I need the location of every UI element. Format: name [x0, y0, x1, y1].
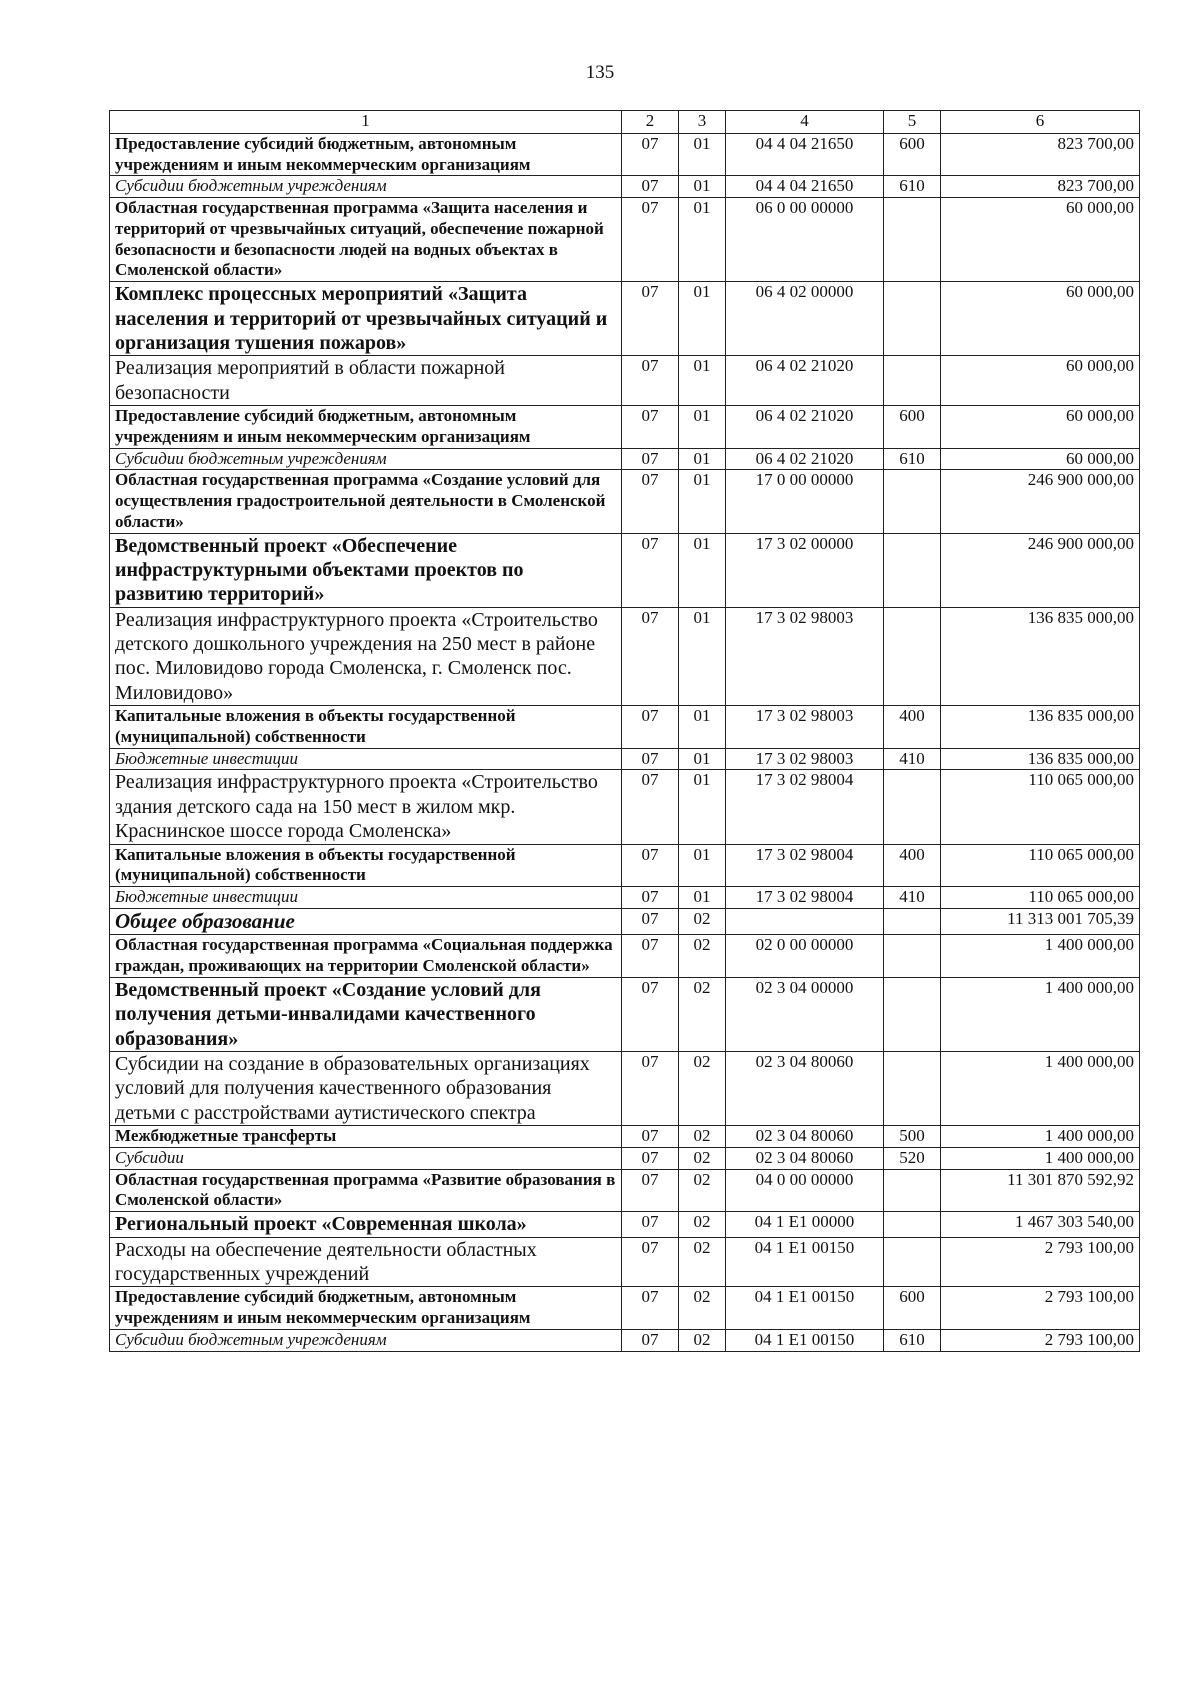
section-code: 07 [622, 607, 679, 706]
section-code: 07 [622, 282, 679, 356]
table-row [110, 887, 1140, 909]
section-code: 07 [622, 1287, 679, 1329]
table-row [110, 935, 1140, 977]
row-name: Областная государственная программа «Создание условий для осуществления градостроительной деятельности в Смоленской области» [110, 470, 622, 533]
row-name: Субсидии [110, 1147, 622, 1169]
section-code: 07 [622, 470, 679, 533]
subsection-code: 02 [679, 935, 726, 977]
subsection-code: 01 [679, 176, 726, 198]
subsection-code: 02 [679, 1052, 726, 1126]
expense-type-code: 500 [884, 1126, 941, 1148]
expense-type-code: 410 [884, 887, 941, 909]
amount: 60 000,00 [941, 406, 1140, 448]
section-code: 07 [622, 1169, 679, 1211]
row-name: Предоставление субсидий бюджетным, автономным учреждениям и иным некоммерческим организациям [110, 406, 622, 448]
target-article-code: 06 4 02 21020 [726, 356, 884, 406]
section-code: 07 [622, 1147, 679, 1169]
subsection-code: 01 [679, 356, 726, 406]
expense-type-code [884, 1212, 941, 1237]
row-name: Реализация инфраструктурного проекта «Строительство детского дошкольного учреждения на 250 мест в районе пос. Миловидово города Смоленска, г. Смоленск пос. Миловидово» [110, 607, 622, 706]
subsection-code: 02 [679, 908, 726, 935]
section-code: 07 [622, 533, 679, 607]
section-code: 07 [622, 406, 679, 448]
row-name: Общее образование [110, 908, 622, 935]
row-name: Субсидии бюджетным учреждениям [110, 448, 622, 470]
subsection-code: 01 [679, 533, 726, 607]
target-article-code: 17 3 02 98004 [726, 844, 884, 886]
section-code: 07 [622, 844, 679, 886]
expense-type-code: 610 [884, 176, 941, 198]
table-row [110, 1237, 1140, 1287]
target-article-code: 06 4 02 21020 [726, 448, 884, 470]
section-code: 07 [622, 134, 679, 176]
subsection-code: 02 [679, 1126, 726, 1148]
table-row [110, 1126, 1140, 1148]
expense-type-code: 410 [884, 748, 941, 770]
target-article-code: 02 3 04 80060 [726, 1126, 884, 1148]
amount: 1 467 303 540,00 [941, 1212, 1140, 1237]
subsection-code: 01 [679, 748, 726, 770]
expense-type-code [884, 977, 941, 1051]
table-row [110, 356, 1140, 406]
table-row [110, 977, 1140, 1051]
row-name: Региональный проект «Современная школа» [110, 1212, 622, 1237]
table-row [110, 533, 1140, 607]
row-name: Субсидии бюджетным учреждениям [110, 1329, 622, 1351]
amount: 246 900 000,00 [941, 533, 1140, 607]
amount: 2 793 100,00 [941, 1237, 1140, 1287]
amount: 136 835 000,00 [941, 706, 1140, 748]
target-article-code: 04 1 E1 00150 [726, 1237, 884, 1287]
subsection-code: 01 [679, 470, 726, 533]
table-row [110, 1329, 1140, 1351]
amount: 110 065 000,00 [941, 770, 1140, 844]
section-code: 07 [622, 198, 679, 282]
target-article-code: 02 3 04 80060 [726, 1052, 884, 1126]
row-name: Областная государственная программа «Развитие образования в Смоленской области» [110, 1169, 622, 1211]
subsection-code: 01 [679, 134, 726, 176]
expense-type-code [884, 770, 941, 844]
table-row [110, 770, 1140, 844]
target-article-code: 04 1 E1 00150 [726, 1329, 884, 1351]
expense-type-code: 400 [884, 706, 941, 748]
target-article-code: 06 4 02 21020 [726, 406, 884, 448]
page-number: 135 [585, 62, 615, 83]
target-article-code: 02 3 04 00000 [726, 977, 884, 1051]
target-article-code: 02 0 00 00000 [726, 935, 884, 977]
row-name: Субсидии на создание в образовательных организациях условий для получения качественного образования детьми с расстройствами аутистического спектра [110, 1052, 622, 1126]
expense-type-code: 600 [884, 1287, 941, 1329]
section-code: 07 [622, 1126, 679, 1148]
amount: 823 700,00 [941, 134, 1140, 176]
subsection-code: 01 [679, 406, 726, 448]
column-header: 5 [884, 111, 941, 134]
row-name: Реализация мероприятий в области пожарной безопасности [110, 356, 622, 406]
row-name: Реализация инфраструктурного проекта «Строительство здания детского сада на 150 мест в жилом мкр. Краснинское шоссе города Смоленска» [110, 770, 622, 844]
row-name: Межбюджетные трансферты [110, 1126, 622, 1148]
target-article-code: 04 0 00 00000 [726, 1169, 884, 1211]
expense-type-code [884, 470, 941, 533]
expense-type-code [884, 356, 941, 406]
target-article-code: 17 3 02 98003 [726, 706, 884, 748]
row-name: Предоставление субсидий бюджетным, автономным учреждениям и иным некоммерческим организациям [110, 1287, 622, 1329]
amount: 1 400 000,00 [941, 1052, 1140, 1126]
target-article-code: 04 4 04 21650 [726, 176, 884, 198]
target-article-code: 06 0 00 00000 [726, 198, 884, 282]
section-code: 07 [622, 887, 679, 909]
table-row [110, 1147, 1140, 1169]
expense-type-code [884, 1052, 941, 1126]
expense-type-code: 520 [884, 1147, 941, 1169]
table-row [110, 1052, 1140, 1126]
section-code: 07 [622, 1329, 679, 1351]
target-article-code: 17 3 02 98003 [726, 607, 884, 706]
target-article-code: 02 3 04 80060 [726, 1147, 884, 1169]
budget-table [109, 110, 1140, 1352]
expense-type-code [884, 198, 941, 282]
row-name: Капитальные вложения в объекты государственной (муниципальной) собственности [110, 706, 622, 748]
subsection-code: 02 [679, 1212, 726, 1237]
subsection-code: 01 [679, 887, 726, 909]
row-name: Комплекс процессных мероприятий «Защита населения и территорий от чрезвычайных ситуаций и организация тушения пожаров» [110, 282, 622, 356]
expense-type-code: 600 [884, 134, 941, 176]
section-code: 07 [622, 908, 679, 935]
row-name: Ведомственный проект «Обеспечение инфраструктурными объектами проектов по развитию территорий» [110, 533, 622, 607]
amount: 1 400 000,00 [941, 1126, 1140, 1148]
target-article-code [726, 908, 884, 935]
expense-type-code: 610 [884, 448, 941, 470]
section-code: 07 [622, 1052, 679, 1126]
table-row [110, 198, 1140, 282]
table-row [110, 134, 1140, 176]
amount: 1 400 000,00 [941, 1147, 1140, 1169]
row-name: Бюджетные инвестиции [110, 748, 622, 770]
subsection-code: 01 [679, 706, 726, 748]
column-header: 4 [726, 111, 884, 134]
section-code: 07 [622, 935, 679, 977]
subsection-code: 01 [679, 607, 726, 706]
amount: 136 835 000,00 [941, 748, 1140, 770]
row-name: Бюджетные инвестиции [110, 887, 622, 909]
expense-type-code: 400 [884, 844, 941, 886]
row-name: Ведомственный проект «Создание условий для получения детьми-инвалидами качественного образования» [110, 977, 622, 1051]
target-article-code: 17 0 00 00000 [726, 470, 884, 533]
amount: 11 301 870 592,92 [941, 1169, 1140, 1211]
section-code: 07 [622, 448, 679, 470]
amount: 1 400 000,00 [941, 977, 1140, 1051]
section-code: 07 [622, 1237, 679, 1287]
table-header-row [110, 111, 1140, 134]
section-code: 07 [622, 706, 679, 748]
column-header: 6 [941, 111, 1140, 134]
amount: 823 700,00 [941, 176, 1140, 198]
amount: 1 400 000,00 [941, 935, 1140, 977]
table-row [110, 706, 1140, 748]
expense-type-code: 610 [884, 1329, 941, 1351]
table-row [110, 748, 1140, 770]
subsection-code: 02 [679, 1287, 726, 1329]
expense-type-code [884, 533, 941, 607]
amount: 2 793 100,00 [941, 1287, 1140, 1329]
expense-type-code [884, 1169, 941, 1211]
expense-type-code [884, 1237, 941, 1287]
section-code: 07 [622, 356, 679, 406]
subsection-code: 02 [679, 1169, 726, 1211]
amount: 60 000,00 [941, 448, 1140, 470]
subsection-code: 02 [679, 1147, 726, 1169]
target-article-code: 04 1 E1 00150 [726, 1287, 884, 1329]
amount: 110 065 000,00 [941, 887, 1140, 909]
column-header: 3 [679, 111, 726, 134]
subsection-code: 01 [679, 282, 726, 356]
table-row [110, 470, 1140, 533]
row-name: Областная государственная программа «Социальная поддержка граждан, проживающих на территории Смоленской области» [110, 935, 622, 977]
section-code: 07 [622, 770, 679, 844]
subsection-code: 01 [679, 844, 726, 886]
subsection-code: 01 [679, 198, 726, 282]
expense-type-code: 600 [884, 406, 941, 448]
subsection-code: 02 [679, 1237, 726, 1287]
row-name: Капитальные вложения в объекты государственной (муниципальной) собственности [110, 844, 622, 886]
amount: 246 900 000,00 [941, 470, 1140, 533]
target-article-code: 04 4 04 21650 [726, 134, 884, 176]
target-article-code: 17 3 02 98004 [726, 887, 884, 909]
subsection-code: 02 [679, 977, 726, 1051]
table-row [110, 1169, 1140, 1211]
target-article-code: 04 1 E1 00000 [726, 1212, 884, 1237]
amount: 60 000,00 [941, 198, 1140, 282]
amount: 110 065 000,00 [941, 844, 1140, 886]
target-article-code: 06 4 02 00000 [726, 282, 884, 356]
section-code: 07 [622, 1212, 679, 1237]
table-row [110, 1287, 1140, 1329]
section-code: 07 [622, 176, 679, 198]
table-row [110, 1212, 1140, 1237]
expense-type-code [884, 607, 941, 706]
target-article-code: 17 3 02 00000 [726, 533, 884, 607]
table-row [110, 908, 1140, 935]
table-row [110, 176, 1140, 198]
row-name: Расходы на обеспечение деятельности областных государственных учреждений [110, 1237, 622, 1287]
expense-type-code [884, 908, 941, 935]
subsection-code: 01 [679, 448, 726, 470]
column-header: 1 [110, 111, 622, 134]
amount: 11 313 001 705,39 [941, 908, 1140, 935]
subsection-code: 02 [679, 1329, 726, 1351]
expense-type-code [884, 282, 941, 356]
table-row [110, 448, 1140, 470]
amount: 2 793 100,00 [941, 1329, 1140, 1351]
row-name: Областная государственная программа «Защита населения и территорий от чрезвычайных ситуаций, обеспечение пожарной безопасности и безопасности людей на водных объектах в Смоленской области» [110, 198, 622, 282]
amount: 60 000,00 [941, 356, 1140, 406]
target-article-code: 17 3 02 98004 [726, 770, 884, 844]
expense-type-code [884, 935, 941, 977]
subsection-code: 01 [679, 770, 726, 844]
row-name: Предоставление субсидий бюджетным, автономным учреждениям и иным некоммерческим организациям [110, 134, 622, 176]
target-article-code: 17 3 02 98003 [726, 748, 884, 770]
amount: 136 835 000,00 [941, 607, 1140, 706]
section-code: 07 [622, 977, 679, 1051]
column-header: 2 [622, 111, 679, 134]
section-code: 07 [622, 748, 679, 770]
table-row [110, 406, 1140, 448]
table-row [110, 844, 1140, 886]
table-row [110, 607, 1140, 706]
row-name: Субсидии бюджетным учреждениям [110, 176, 622, 198]
amount: 60 000,00 [941, 282, 1140, 356]
table-row [110, 282, 1140, 356]
